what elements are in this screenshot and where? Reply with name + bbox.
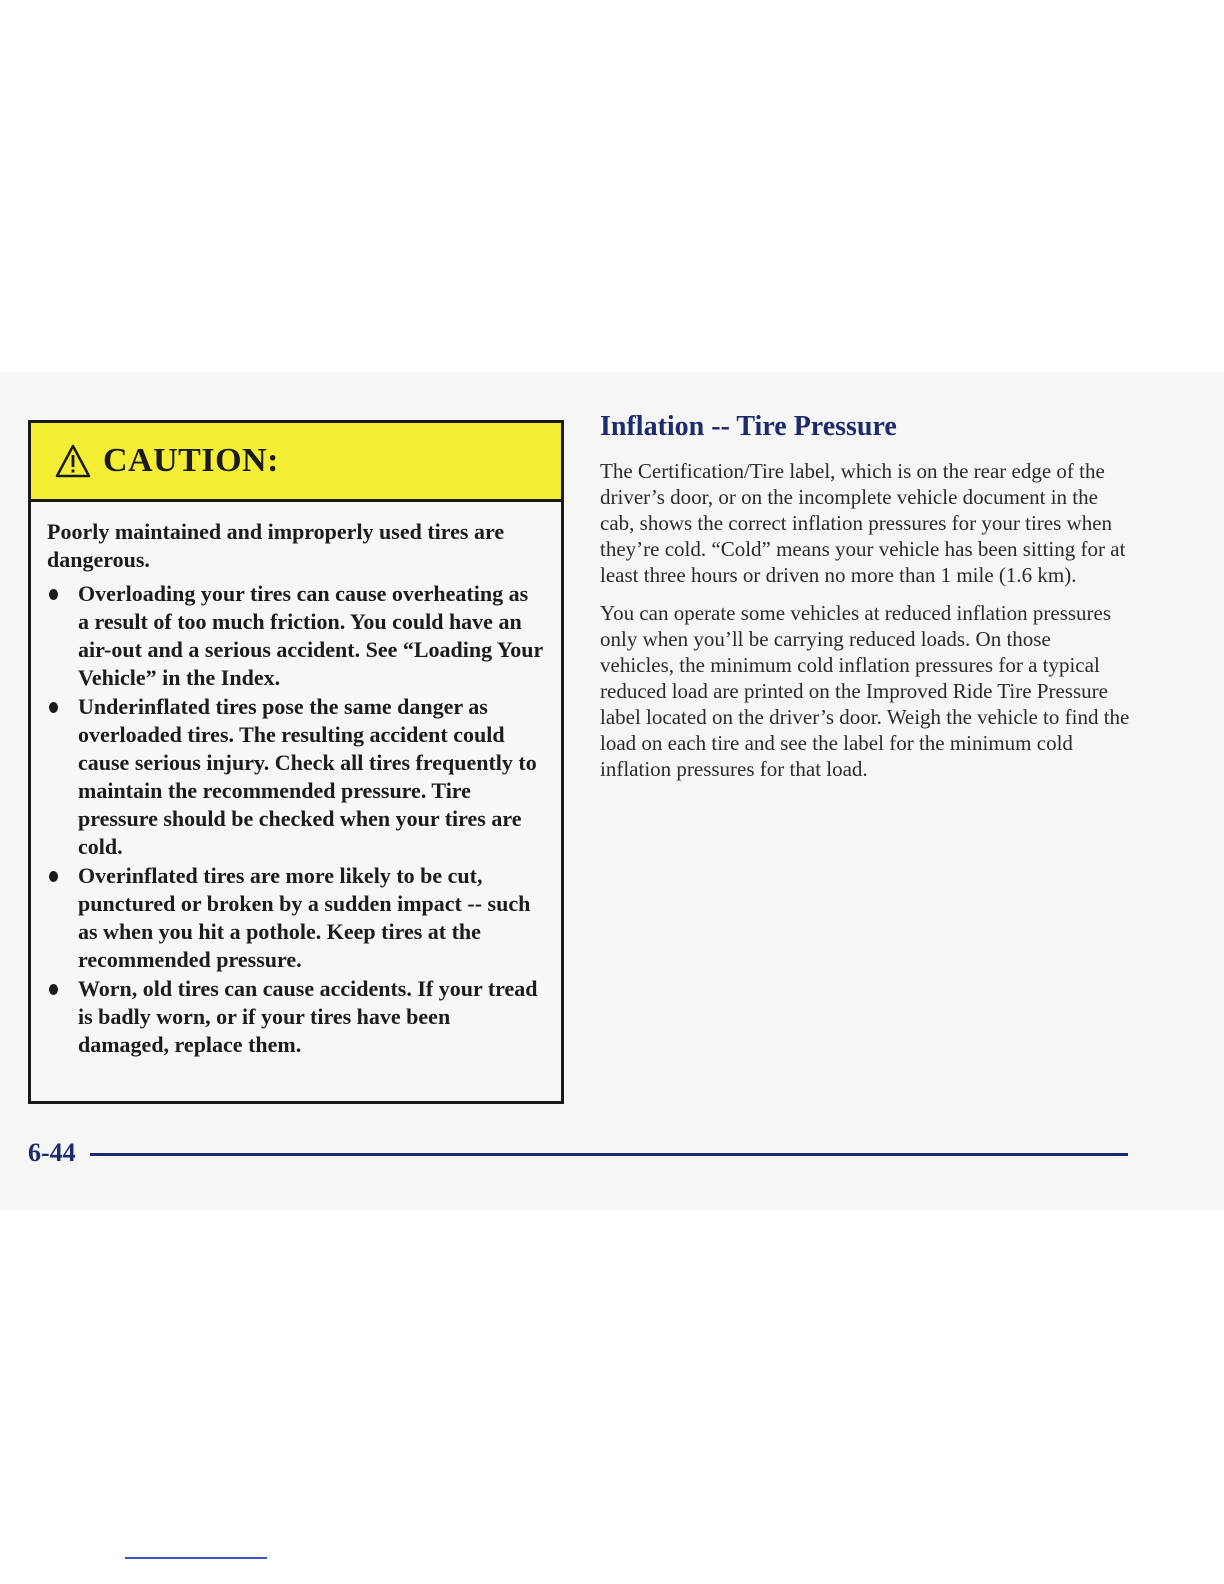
caution-body: [31, 502, 561, 1059]
page-number: 6-44: [28, 1138, 76, 1167]
paragraph: You can operate some vehicles at reduced inflation pressures only when you’ll be carrying reduced loads. On those vehicles, the minimum cold inflation pressures for a typical reduced load are printed on the Improved Ride Tire Pressure label located on the driver’s door. Weigh the vehicle to find the load on each tire and see the label for the minimum cold inflation pressures for that load.: [600, 601, 1130, 781]
caution-title: CAUTION:: [103, 442, 279, 479]
caution-box: [28, 420, 564, 1104]
warning-triangle-icon: [55, 444, 91, 478]
paragraph: The Certification/Tire label, which is on the rear edge of the driver’s door, or on the incomplete vehicle document in the cab, shows the correct inflation pressures for your tires when they’re cold. “Cold” means your vehicle has been sitting for at least three hours or driven no more than 1 mile (1.6 km).: [600, 459, 1126, 587]
list-item: [47, 580, 543, 692]
section-heading: Inflation -- Tire Pressure: [600, 411, 897, 442]
bullet-icon: [49, 702, 58, 713]
list-item: [47, 693, 543, 861]
list-item-text: Overinflated tires are more likely to be cut, punctured or broken by a sudden impact -- such as when you hit a pothole. Keep tires at the recommended pressure.: [78, 863, 531, 972]
bullet-icon: [49, 984, 58, 995]
bullet-icon: [49, 871, 58, 882]
list-item-text: Worn, old tires can cause accidents. If your tread is badly worn, or if your tires have been damaged, replace them.: [78, 976, 538, 1057]
list-item: [47, 862, 543, 974]
caution-header: [31, 423, 561, 502]
bullet-icon: [49, 589, 58, 600]
caution-intro: Poorly maintained and improperly used tires are dangerous.: [47, 519, 505, 572]
inflation-section: [600, 408, 1130, 794]
caution-list: [47, 580, 543, 1059]
footer-rule: [90, 1153, 1128, 1156]
list-item-text: Underinflated tires pose the same danger as overloaded tires. The resulting accident could cause serious injury. Check all tires frequently to maintain the recommended pressure. Tire pressure should be checked when your tires are cold.: [78, 694, 537, 859]
list-item-text: Overloading your tires can cause overheating as a result of too much friction. You could have an air-out and a serious accident. See “Loading Your Vehicle” in the Index.: [78, 581, 543, 690]
link-underline: [125, 1557, 267, 1559]
list-item: [47, 975, 543, 1059]
